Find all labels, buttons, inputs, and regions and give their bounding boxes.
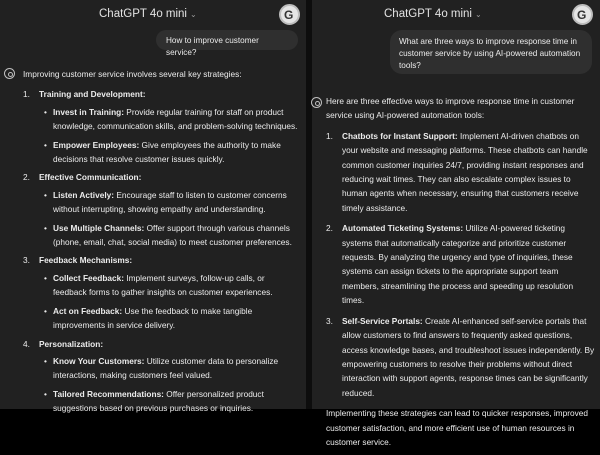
list-item: • Know Your Customers: Utilize customer data to personalize interactions, making customers feel valued.	[44, 355, 279, 381]
list-item: • Use Multiple Channels: Offer support through various channels (phone, email, chat, social media) to meet customer preferences.	[44, 222, 292, 248]
section-number: 2.	[23, 172, 30, 183]
response-intro: Improving customer service involves several key strategies:	[23, 69, 242, 79]
chevron-down-icon: ⌄	[475, 10, 482, 19]
section-number: 1.	[23, 89, 30, 100]
model-name: ChatGPT 4o mini	[99, 8, 187, 20]
user-avatar[interactable]	[572, 4, 593, 25]
section-title: Effective Communication:	[39, 172, 142, 183]
user-avatar[interactable]	[279, 4, 300, 25]
model-name: ChatGPT 4o mini	[384, 8, 472, 20]
assistant-message	[326, 94, 596, 455]
section-title: Training and Development:	[39, 89, 146, 100]
list-item: • Collect Feedback: Implement surveys, follow-up calls, or feedback forms to gather insights on customer experiences.	[44, 272, 273, 298]
avatar-letter: G	[577, 8, 587, 22]
section-title: Feedback Mechanisms:	[39, 255, 133, 266]
strategy-list	[23, 87, 299, 415]
list-item: 1. Chatbots for Instant Support: Implement AI-driven chatbots on your website and messaging platforms. These chatbots can handle common customer inquiries 24/7, providing instant responses and reducing wait times. They can also escalate complex issues to human agents when necessary, ensuring that customers receive timely assistance.	[326, 130, 588, 213]
chatgpt-logo-icon	[311, 97, 322, 108]
list-item: • Act on Feedback: Use the feedback to make tangible improvements in service delivery.	[44, 305, 253, 331]
strategy-section	[23, 337, 299, 416]
avatar-letter: G	[284, 8, 294, 22]
list-item: • Listen Actively: Encourage staff to listen to customer concerns without interrupting, showing empathy and understanding.	[44, 189, 287, 215]
list-item: • Invest in Training: Provide regular training for staff on product knowledge, communication skills, and problem-solving techniques.	[44, 106, 298, 132]
strategy-section	[23, 253, 299, 332]
section-number: 4.	[23, 338, 30, 349]
strategy-section	[23, 87, 299, 166]
response-outro: Implementing these strategies can lead to quicker responses, improved customer satisfaction, and more efficient use of human resources in customer service.	[326, 408, 588, 447]
chat-header	[312, 0, 600, 30]
user-message-bubble	[156, 30, 298, 57]
user-message-bubble	[390, 30, 592, 74]
chatgpt-logo-icon	[4, 68, 15, 79]
list-item: • Empower Employees: Give employees the authority to make decisions that resolve customer issues quickly.	[44, 139, 281, 165]
chat-header	[0, 0, 306, 30]
list-item: • Tailored Recommendations: Offer personalized product suggestions based on previous purchases or inquiries.	[44, 388, 264, 414]
section-title: Personalization:	[39, 338, 104, 349]
assistant-message	[23, 67, 299, 421]
list-item: 3. Self-Service Portals: Create AI-enhanced self-service portals that allow customers to find answers to frequently asked questions, access knowledge bases, and troubleshoot issues independently. By empowering customers to resolve their problems without direct interaction with support agents, response times can be significantly reduced.	[326, 315, 595, 398]
model-selector[interactable]	[99, 8, 197, 20]
right-chat-pane	[312, 0, 600, 447]
list-item: 2. Automated Ticketing Systems: Utilize AI-powered ticketing systems that automatically categorize and prioritize customer requests. By analyzing the urgency and type of inquiries, these systems can assign tickets to the appropriate support team members, streamlining the process and speeding up resolution times.	[326, 223, 574, 306]
strategy-section	[23, 170, 299, 249]
model-selector[interactable]	[384, 8, 482, 20]
section-number: 3.	[23, 255, 30, 266]
user-message-text: How to improve customer service?	[166, 36, 259, 57]
user-message-text: What are three ways to improve response time in customer service by using AI-powered automation tools?	[399, 37, 581, 70]
chevron-down-icon: ⌄	[190, 10, 197, 19]
response-intro: Here are three effective ways to improve response time in customer service using AI-powered automation tools:	[326, 96, 575, 121]
left-chat-pane	[0, 0, 306, 414]
